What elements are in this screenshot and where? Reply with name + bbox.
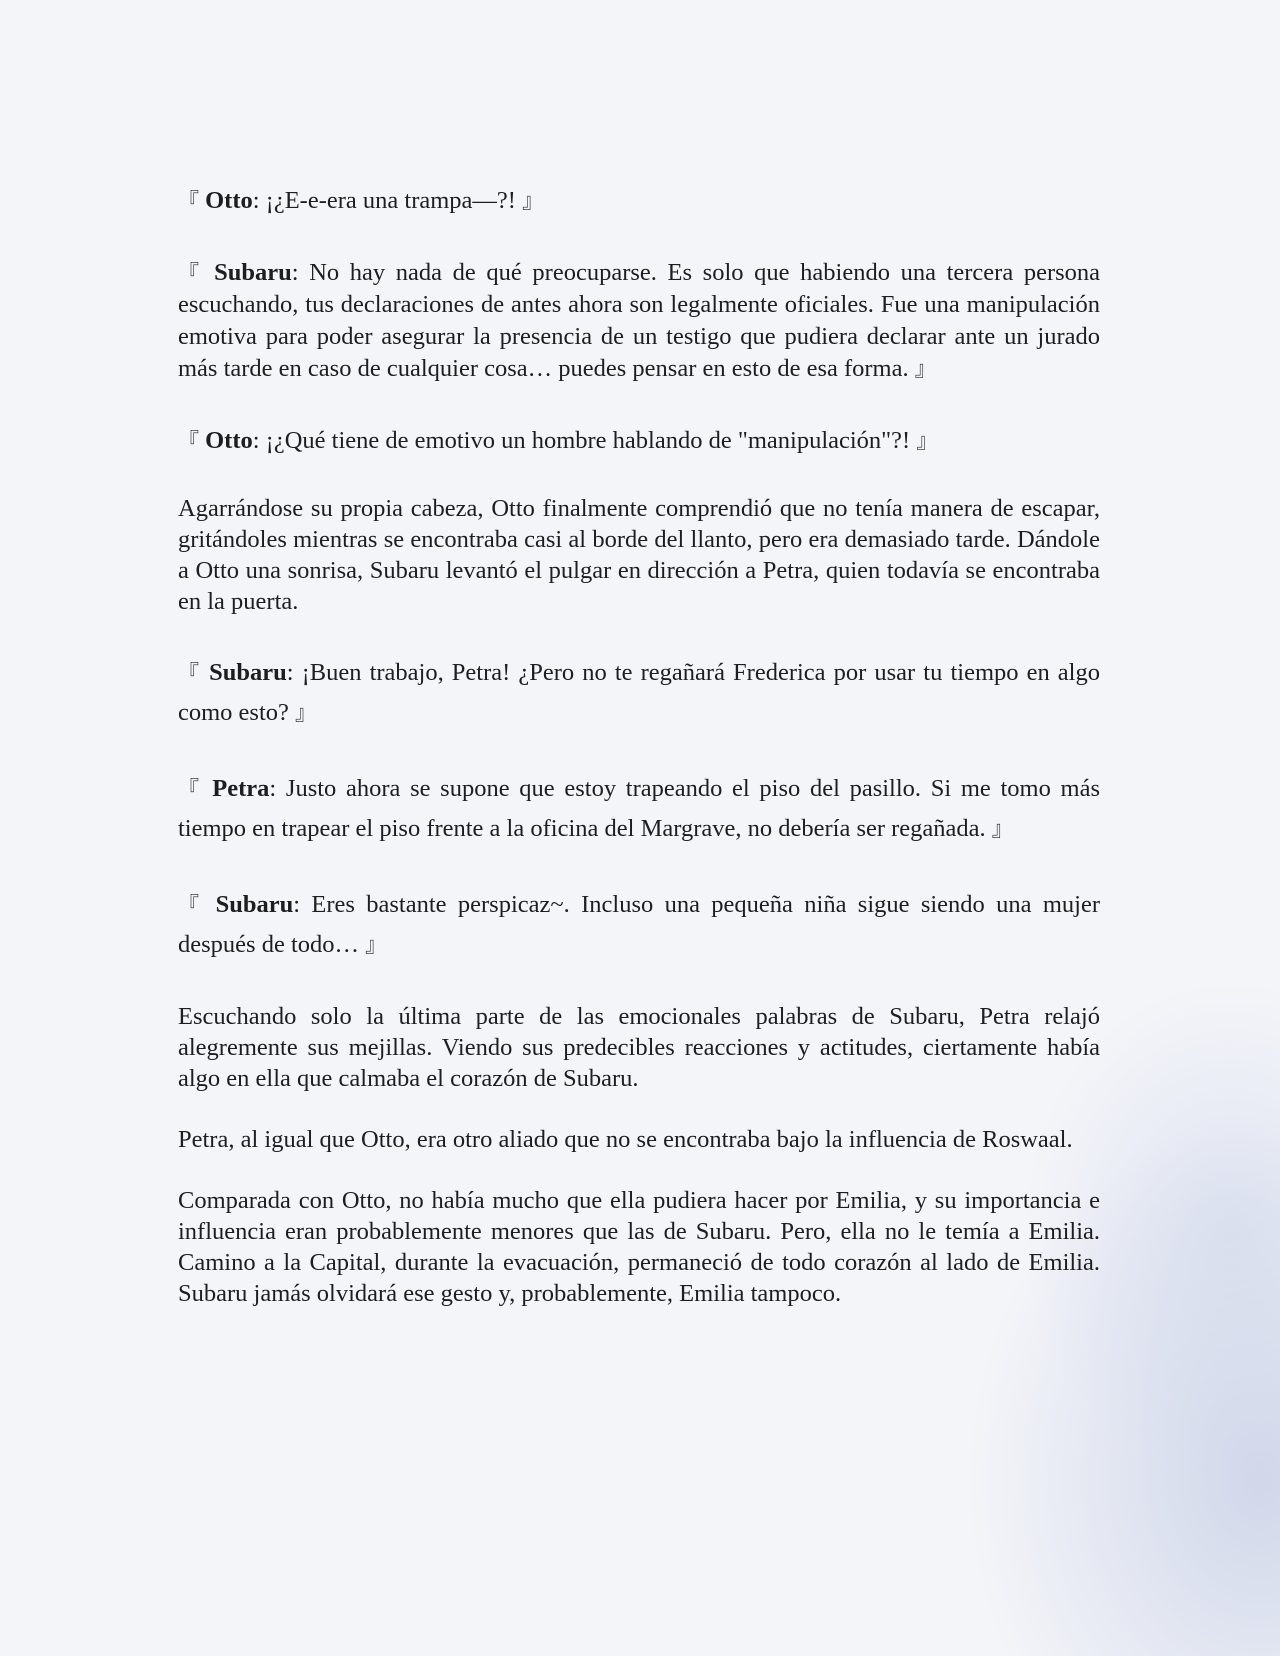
dialogue-text: : Justo ahora se supone que estoy trapeando el piso del pasillo. Si me tomo más tiempo en trapear el piso frente a la oficina del Margrave, no debería ser regañada. (178, 775, 1101, 842)
open-quote-bracket: 『 (178, 429, 199, 453)
speaker-name: Petra (212, 775, 270, 802)
speaker-name: Subaru (209, 659, 287, 686)
speaker-name: Subaru (214, 259, 292, 286)
dialogue-paragraph (178, 257, 1100, 385)
open-quote-bracket: 『 (178, 261, 204, 285)
close-quote-bracket: 』 (991, 817, 1013, 841)
dialogue-text: : No hay nada de qué preocuparse. Es solo que habiendo una tercera persona escuchando, tus declaraciones de antes ahora son legalmente oficiales. Fue una manipulación emotiva para poder asegurar la presencia de un testigo que pudiera declarar ante un jurado más tarde en caso de cualquier cosa… puedes pensar en esto de esa forma. (178, 259, 1101, 382)
close-quote-bracket: 』 (295, 701, 317, 725)
close-quote-bracket: 』 (365, 933, 387, 957)
dialogue-paragraph (178, 425, 1100, 457)
speaker-name: Otto (205, 427, 253, 454)
text-body (178, 185, 1100, 1339)
close-quote-bracket: 』 (914, 357, 936, 381)
narration-paragraph: Agarrándose su propia cabeza, Otto finalmente comprendió que no tenía manera de escapar, gritándoles mientras se encontraba casi al borde del llanto, pero era demasiado tarde. Dándole a Otto una sonrisa, Subaru levantó el pulgar en dirección a Petra, quien todavía se encontraba en la puerta. (178, 495, 1100, 615)
narration-paragraph: Petra, al igual que Otto, era otro aliado que no se encontraba bajo la influencia de Roswaal. (178, 1126, 1073, 1153)
narration-paragraph: Escuchando solo la última parte de las emocionales palabras de Subaru, Petra relajó alegremente sus mejillas. Viendo sus predecibles reacciones y actitudes, ciertamente había algo en ella que calmaba el corazón de Subaru. (178, 1003, 1100, 1092)
dialogue-paragraph (178, 769, 1100, 849)
dialogue-paragraph (178, 185, 1100, 217)
dialogue-text: : ¡Buen trabajo, Petra! ¿Pero no te regañará Frederica por usar tu tiempo en algo como esto? (178, 659, 1100, 726)
dialogue-paragraph (178, 653, 1100, 733)
open-quote-bracket: 『 (178, 893, 205, 917)
narration-paragraph: Comparada con Otto, no había mucho que ella pudiera hacer por Emilia, y su importancia e influencia eran probablemente menores que las de Subaru. Pero, ella no le temía a Emilia. Camino a la Capital, durante la evacuación, permaneció de todo corazón al lado de Emilia. Subaru jamás olvidará ese gesto y, probablemente, Emilia tampoco. (178, 1187, 1100, 1307)
dialogue-text: : ¡¿Qué tiene de emotivo un hombre hablando de "manipulación"?! (252, 427, 917, 454)
dialogue-text: : ¡¿E-e-era una trampa—?! (252, 187, 523, 214)
speaker-name: Otto (205, 187, 253, 214)
speaker-name: Subaru (215, 891, 294, 918)
open-quote-bracket: 『 (178, 777, 203, 801)
close-quote-bracket: 』 (522, 189, 544, 213)
dialogue-text: : Eres bastante perspicaz~. Incluso una pequeña niña sigue siendo una mujer después de todo… (178, 891, 1101, 958)
dialogue-paragraph (178, 885, 1100, 965)
open-quote-bracket: 『 (178, 189, 199, 213)
close-quote-bracket: 』 (916, 429, 938, 453)
open-quote-bracket: 『 (178, 661, 201, 685)
